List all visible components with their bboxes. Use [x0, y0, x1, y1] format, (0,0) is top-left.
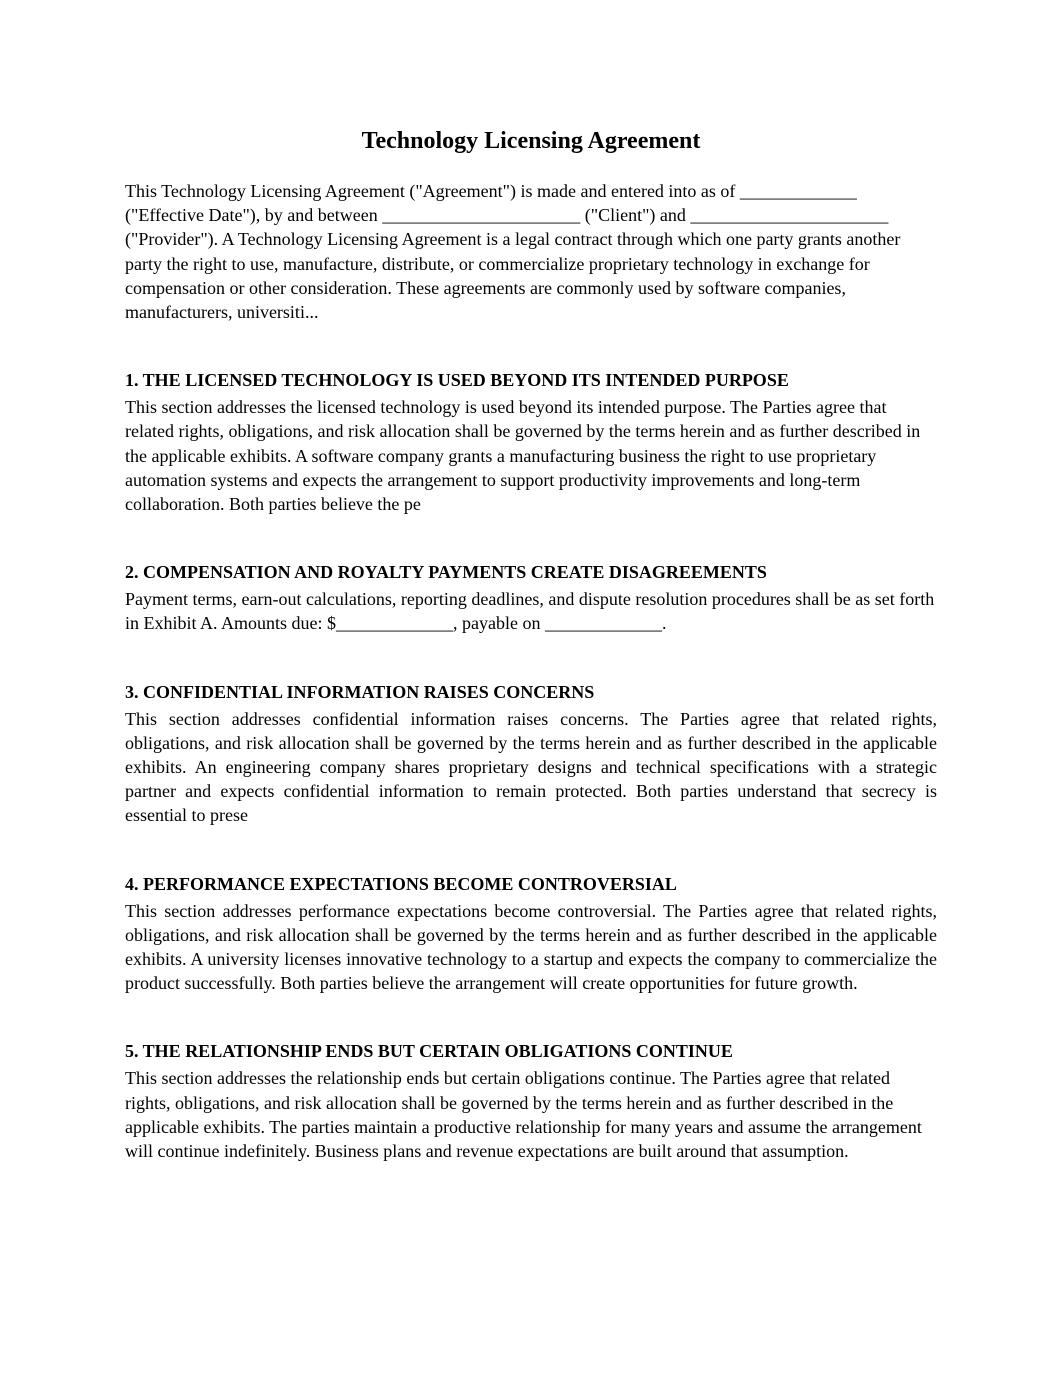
section-heading: 4. PERFORMANCE EXPECTATIONS BECOME CONTROVERSIAL: [125, 873, 677, 894]
document-title: Technology Licensing Agreement: [361, 128, 701, 154]
section-heading: 2. COMPENSATION AND ROYALTY PAYMENTS CREATE DISAGREEMENTS: [125, 562, 767, 583]
section-body: This section addresses performance expectations become controversial. The Parties agree that related rights, obligations, and risk allocation shall be governed by the terms herein and as further described in the applicable exhibits. A university licenses innovative technology to a startup and expects the company to commercialize the product successfully. Both parties believe the arrangement will create opportunities for future growth.: [125, 900, 937, 994]
section-4: [125, 872, 937, 996]
section-5: [125, 1039, 937, 1163]
section-heading: 3. CONFIDENTIAL INFORMATION RAISES CONCERNS: [125, 681, 595, 702]
section-body: This section addresses the licensed technology is used beyond its intended purpose. The Parties agree that related rights, obligations, and risk allocation shall be governed by the terms herein and as further described in the applicable exhibits. A software company grants a manufacturing business the right to use proprietary automation systems and expects the arrangement to support productivity improvements and long-term collaboration. Both parties believe the pe: [125, 397, 921, 515]
section-2: [125, 560, 937, 635]
section-body: This section addresses confidential information raises concerns. The Parties agree that related rights, obligations, and risk allocation shall be governed by the terms herein and as further described in the applicable exhibits. An engineering company shares proprietary designs and technical specifications with a strategic partner and expects confidential information to remain protected. Both parties understand that secrecy is essential to prese: [125, 708, 937, 826]
section-body: This section addresses the relationship ends but certain obligations continue. The Parties agree that related rights, obligations, and risk allocation shall be governed by the terms herein and as further described in the applicable exhibits. The parties maintain a productive relationship for many years and assume the arrangement will continue indefinitely. Business plans and revenue expectations are built around that assumption.: [125, 1068, 922, 1162]
section-heading: 5. THE RELATIONSHIP ENDS BUT CERTAIN OBLIGATIONS CONTINUE: [125, 1041, 733, 1062]
section-3: [125, 680, 937, 828]
section-heading: 1. THE LICENSED TECHNOLOGY IS USED BEYOND ITS INTENDED PURPOSE: [125, 370, 789, 391]
section-body: Payment terms, earn-out calculations, reporting deadlines, and dispute resolution procedures shall be as set forth in Exhibit A. Amounts due: $_____________, payable on _____________.: [125, 589, 935, 634]
document-page: [125, 118, 937, 1163]
intro-paragraph: This Technology Licensing Agreement ("Agreement") is made and entered into as of _____________ ("Effective Date"), by and between ______________________ ("Client") and ______________________ ("Provider"). A Technology Licensing Agreement is a legal contract through which one party grants another party the right to use, manufacture, distribute, or commercialize proprietary technology in exchange for compensation or other consideration. These agreements are commonly used by software companies, manufacturers, universiti...: [125, 181, 901, 323]
section-1: [125, 368, 937, 516]
